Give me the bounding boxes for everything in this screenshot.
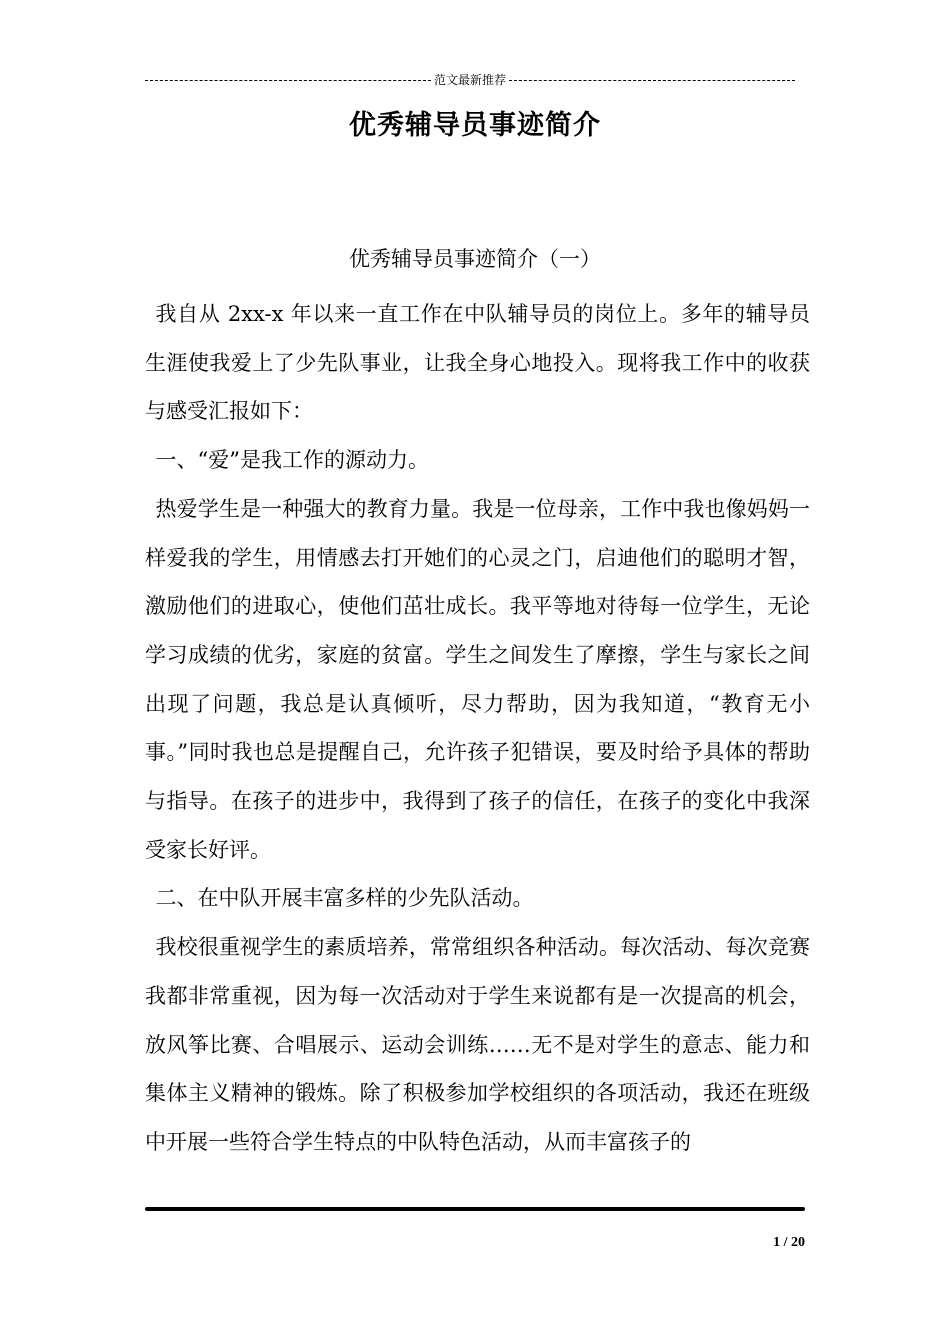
page-header: [145, 72, 795, 88]
document-body: [145, 290, 810, 1167]
document-title: 优秀辅导员事迹简介: [349, 110, 601, 141]
page-number: 1 / 20: [773, 1235, 805, 1250]
paragraph-heading-2: 二、在中队开展丰富多样的少先队活动。: [155, 886, 534, 911]
paragraph-love: 热爱学生是一种强大的教育力量。我是一位母亲，工作中我也像妈妈一样爱我的学生，用情感去打开她们的心灵之门，启迪他们的聪明才智，激励他们的进取心，使他们茁壮成长。我平等地对待每一位学生，无论学习成绩的优劣，家庭的贫富。学生之间发生了摩擦，学生与家长之间出现了问题，我总是认真倾听，尽力帮助，因为我知道，“教育无小事。”同时我也总是提醒自己，允许孩子犯错误，要及时给予具体的帮助与指导。在孩子的进步中，我得到了孩子的信任，在孩子的变化中我深受家长好评。: [145, 496, 810, 862]
section-subtitle: 优秀辅导员事迹简介（一）: [349, 247, 601, 271]
paragraph-heading-1: 一、“爱”是我工作的源动力。: [155, 448, 429, 473]
footer-rule: [145, 1207, 805, 1211]
header-label: 范文最新推荐: [434, 73, 507, 87]
header-dash-right: [509, 80, 795, 81]
header-dash-left: [145, 80, 431, 81]
paragraph-intro: 我自从 2xx-x 年以来一直工作在中队辅导员的岗位上。多年的辅导员生涯使我爱上了少先队事业，让我全身心地投入。现将我工作中的收获与感受汇报如下：: [145, 302, 810, 424]
paragraph-activities: 我校很重视学生的素质培养，常常组织各种活动。每次活动、每次竞赛我都非常重视，因为每一次活动对于学生来说都有是一次提高的机会，放风筝比赛、合唱展示、运动会训练……无不是对学生的意志、能力和集体主义精神的锻炼。除了积极参加学校组织的各项活动，我还在班级中开展一些符合学生特点的中队特色活动，从而丰富孩子的: [145, 935, 810, 1154]
